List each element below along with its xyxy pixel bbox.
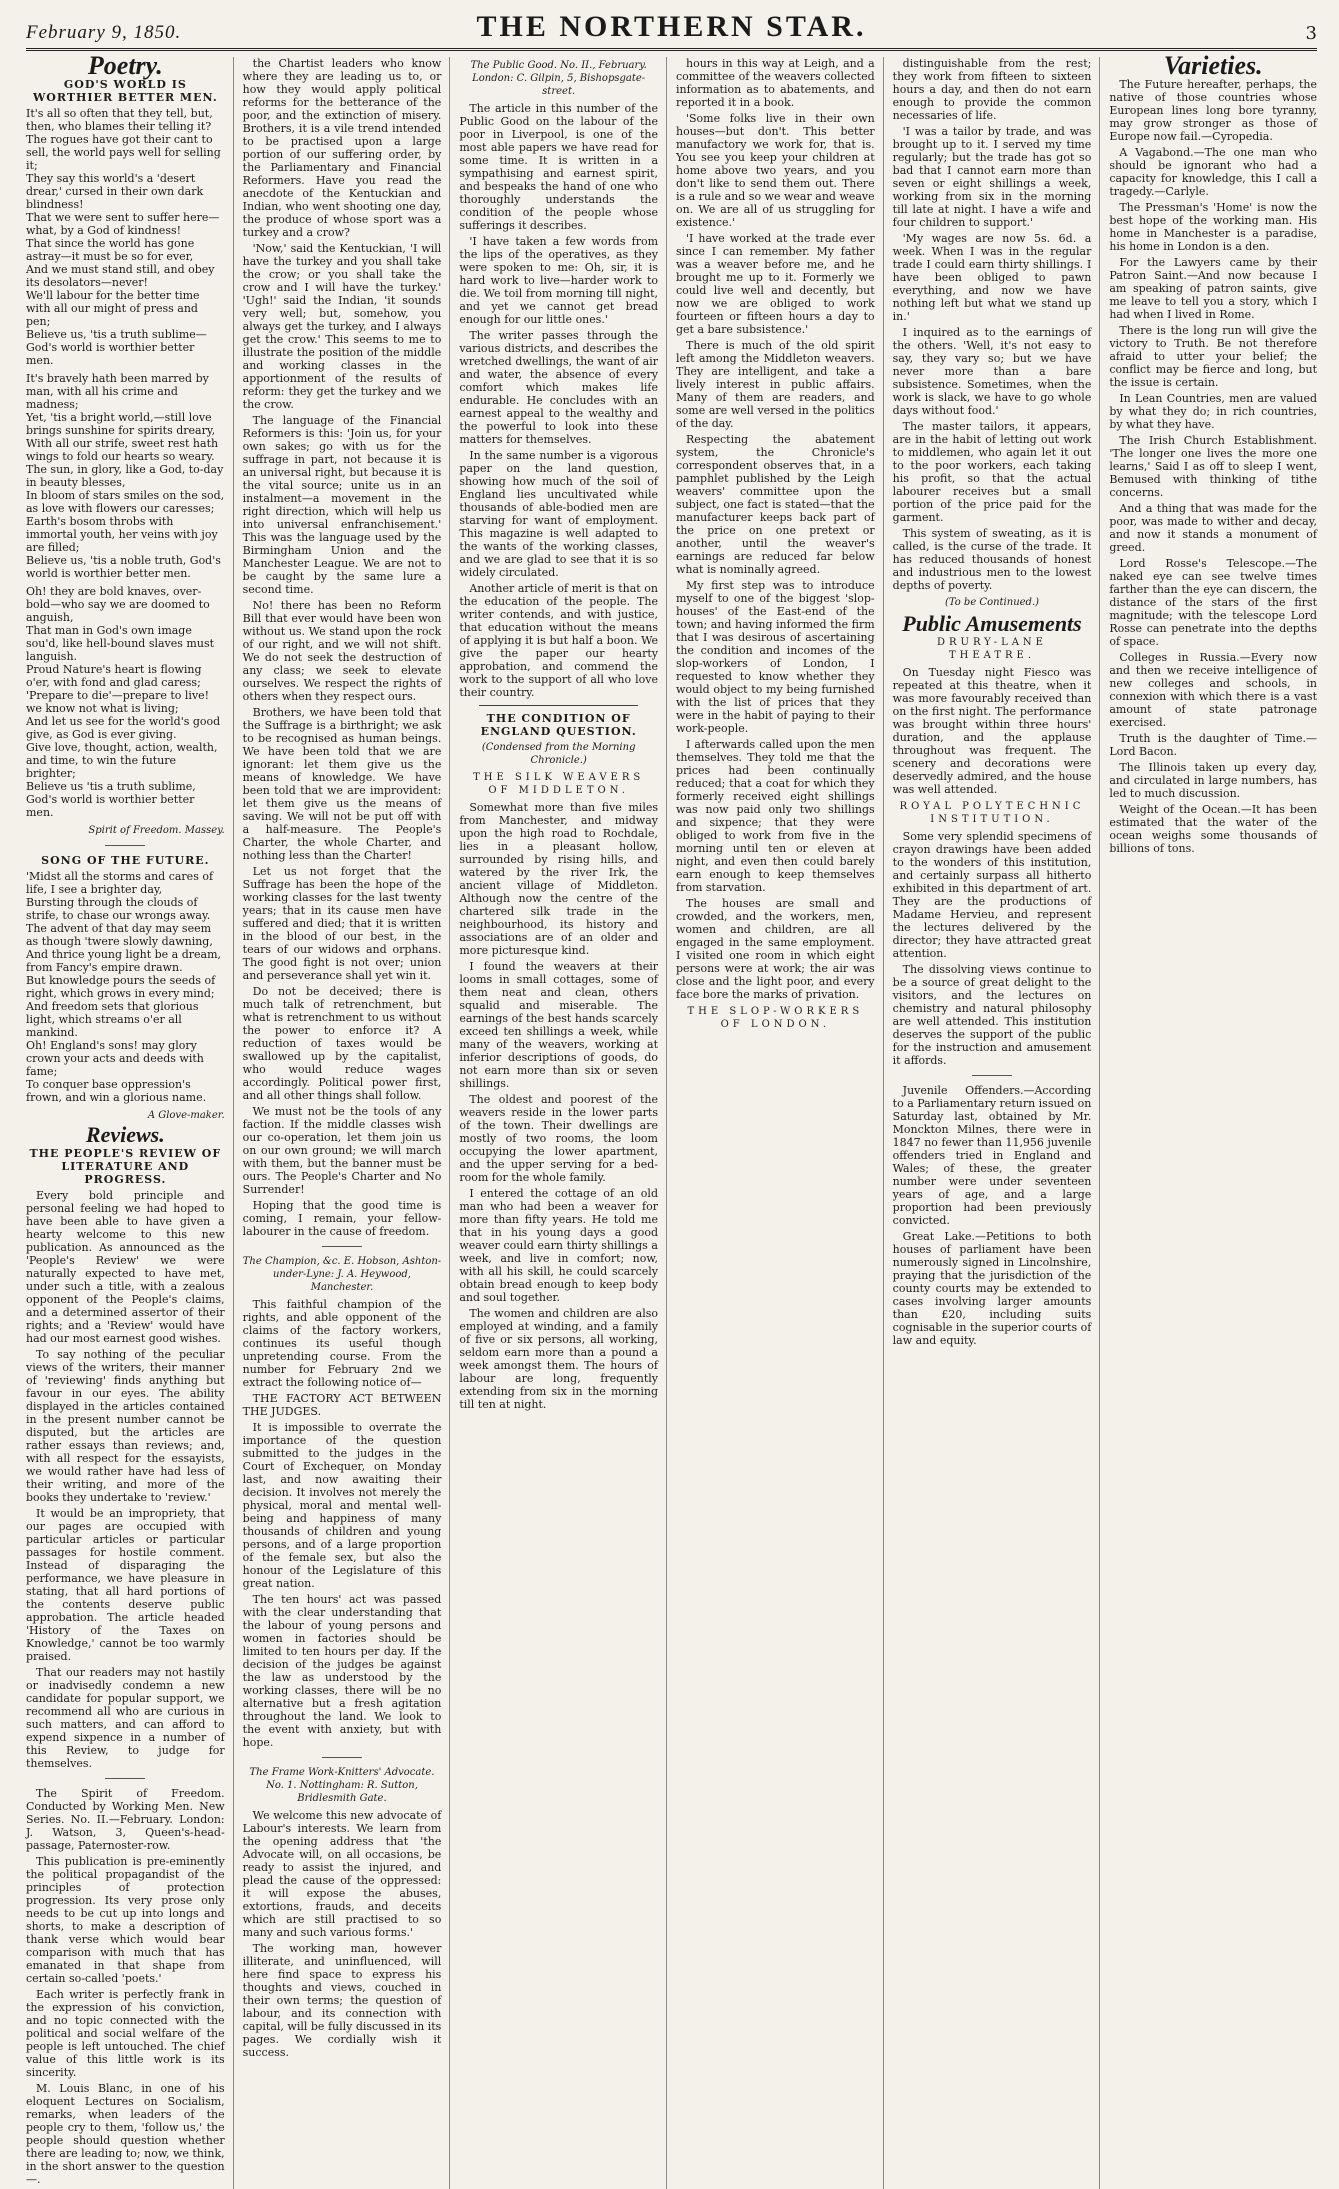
paragraph: This system of sweating, as it is called, is the curse of the trade. It has reduced thousands of honest and industrious men to the lowest depths of poverty. — [892, 527, 1092, 592]
paragraph: I found the weavers at their looms in small cottages, some of them neat and clean, others squalid and miserable. The earnings of the best hands scarcely exceed ten shillings a week, while many of the weavers, working at inferior descriptions of goods, do not earn more than six or seven shillings. — [459, 960, 658, 1090]
article-section-heading: DRURY-LANE THEATRE. — [936, 637, 1047, 661]
paragraph: But knowledge pours the seeds of right, which grows in every mind; — [26, 974, 216, 1000]
poem-stanza — [26, 372, 225, 580]
paragraph: And thrice young light be a dream, from Fancy's empire drawn. — [26, 948, 222, 974]
paragraph: The article in this number of the Public Good on the labour of the poor in Liverpool, is one of the most able papers we have read for some time. It is written in a sympathising and earnest spirit, and bespeaks the hand of one who thoroughly understands the condition of the people whose sufferings it describes. — [459, 102, 658, 232]
paragraph: 'I was a tailor by trade, and was brought up to it. I served my time regularly; but the trade has got so bad that I cannot earn more than seven or eight shillings a week, working from six in the morning till late at night. I have a wife and four children to support.' — [892, 125, 1092, 229]
paragraph: 'Some folks live in their own houses—but don't. This better manufactory we work for, that is. You see you keep your children at home above two years, and you don't like to send them out. There is a rule and so we wear and weave on. We are all of us struggling for existence.' — [676, 112, 875, 229]
article-section-heading: ROYAL POLYTECHNIC INSTITUTION. — [899, 801, 1085, 825]
article-body — [893, 57, 1092, 592]
article-body — [1109, 78, 1317, 855]
paragraph: Truth is the daughter of Time.—Lord Bacon. — [1109, 732, 1317, 758]
paragraph: And let us see for the world's good give, as God is ever giving. — [26, 715, 221, 741]
paragraph: It is impossible to overrate the importance of the question submitted to the judges in the Court of Exchequer, on Monday last, and now awaiting their decision. It involves not merely the physical, moral and mental well-being and happiness of many thousands of children and young persons, and of a large proportion of the female sex, but also the honour of the Legislature of this great nation. — [242, 1421, 442, 1590]
columns — [26, 51, 1317, 2186]
section-poetry-heading: Poetry. — [87, 51, 163, 80]
paragraph: Yet, 'tis a bright world,—still love brings sunshine for spirits dreary, — [26, 411, 216, 437]
column-1 — [26, 51, 234, 2189]
paragraph: M. Louis Blanc, in one of his eloquent Lectures on Socialism, remarks, when leaders of the people cry to them, 'follow us,' the people should question whether there are leading to; now, we think, in the short answer to the question—. — [26, 2082, 225, 2186]
paragraph: That man in God's own image sou'd, like hell-bound slaves must languish. — [26, 624, 215, 663]
issue-date: February 9, 1850. — [26, 22, 182, 43]
column-6 — [1109, 51, 1317, 2189]
article-subtitle: (Condensed from the Morning Chronicle.) — [481, 742, 636, 766]
paragraph: Every bold principle and personal feeling we had hoped to have been able to have given a hearty welcome to this new publication. As announced as the 'People's Review' we were naturally expected to have met, under such a title, with a zealous opponent of the People's claims, and a determined assertor of their rights; and a 'Review' would have had our most earnest good wishes. — [26, 1189, 225, 1345]
paragraph: The working man, however illiterate, and uninfluenced, will here find space to express his thoughts and views, couched in their own terms; the question of labour, and its connection with capital, will be fully discussed in its pages. We cordially wish it success. — [242, 1942, 442, 2059]
paragraph: Do not be deceived; there is much talk of retrenchment, but what is retrenchment to us without the power to enforce it? A reduction of taxes would be swallowed up by the capitalist, who would reduce wages accordingly. Political power first, and all other things shall follow. — [242, 985, 442, 1102]
paragraph: This faithful champion of the rights, and able opponent of the claims of the factory workers, continues its useful though unpretending course. From the number for February 2nd we extract the following notice of— — [242, 1298, 442, 1389]
page-number: 3 — [1305, 23, 1317, 44]
paragraph: 'Prepare to die'—prepare to live! we know not what is living; — [26, 689, 210, 715]
paragraph: The master tailors, it appears, are in the habit of letting out work to middlemen, who again let it out to the poor workers, each taking his profit, so that the actual labourer receives but a small portion of the price paid for the garment. — [892, 420, 1092, 524]
paragraph: Believe us 'tis a truth sublime, God's world is worthier better men. — [26, 780, 196, 819]
paragraph: The oldest and poorest of the weavers reside in the lower parts of the town. Their dwellings are mostly of two rooms, the loom occupying the lower apartment, and the upper serving for a bed-room for the whole family. — [459, 1093, 658, 1184]
poem-stanza — [26, 585, 225, 819]
paragraph: Another article of merit is that on the education of the people. The writer contends, and with justice, that education without the means of applying it is but half a boon. We give the paper our hearty approbation, and commend the work to the support of all who love their country. — [459, 582, 658, 699]
section-amusements-heading: Public Amusements — [902, 611, 1082, 636]
article-body — [243, 1809, 442, 2059]
paragraph: The Illinois taken up every day, and circulated in large numbers, has led to much discussion. — [1109, 761, 1317, 800]
paragraph: In Lean Countries, men are valued by what they do; in rich countries, by what they have. — [1109, 392, 1317, 431]
article-body — [893, 830, 1092, 1067]
paragraph: And we must stand still, and obey its desolators—never! — [26, 263, 215, 289]
paragraph: The ten hours' act was passed with the clear understanding that the labour of young persons and women in factories should be limited to ten hours per day. If the decision of the judges be against the law as understood by the working classes, there will be no alternative but a fresh agitation throughout the land. We look to the event with anxiety, but with hope. — [242, 1593, 442, 1749]
paragraph: 'Now,' said the Kentuckian, 'I will have the turkey and you shall take the crow; or you shall take the crow and I will have the turkey.' 'Ugh!' said the Indian, 'it sounds very well; but, somehow, you always get the turkey, and I always get the crow.' This seems to me to illustrate the position of the middle and working classes in the apportionment of the results of reform: they get the turkey and we the crow. — [242, 242, 442, 411]
paragraph: Juvenile Offenders.—According to a Parliamentary return issued on Saturday last, obtained by Mr. Monckton Milnes, there were in 1847 no fewer than 11,956 juvenile offenders tried in England and Wales; of these, the greater number were under seventeen years of age, and a large proportion had been previously convicted. — [892, 1084, 1092, 1227]
paragraph: hours in this way at Leigh, and a committee of the weavers collected information as to abatements, and reported it in a book. — [676, 57, 875, 109]
paragraph: They say this world's a 'desert drear,' cursed in their own dark blindness! — [26, 172, 204, 211]
poem-title: GOD'S WORLD IS WORTHIER BETTER MEN. — [32, 78, 218, 104]
section-reviews-heading: Reviews. — [85, 1122, 165, 1147]
paragraph: Earth's bosom throbs with immortal youth, her veins with joy are filled; — [26, 515, 218, 554]
divider — [105, 845, 145, 846]
paragraph: Bursting through the clouds of strife, to chase our wrongs away. — [26, 896, 211, 922]
column-5 — [893, 57, 1101, 2189]
poem-signature: Spirit of Freedom. Massey. — [88, 825, 225, 836]
paragraph: And a thing that was made for the poor, was made to wither and decay, and now it stands a monument of greed. — [1109, 502, 1317, 554]
paragraph: That we were sent to suffer here—what, by a God of kindness! — [26, 211, 220, 237]
paragraph: It's bravely hath been marred by man, with all his crime and madness; — [26, 372, 209, 411]
article-title: The Public Good. No. II., February. London: C. Gilpin, 5, Bishopsgate-street. — [470, 60, 647, 97]
paragraph: On Tuesday night Fiesco was repeated at this theatre, when it was more favourably received than on the first night. The performance was brought within three hours' duration, and the applause throughout was frequent. The scenery and decorations were deservedly admired, and the house was well attended. — [892, 666, 1092, 796]
article-title: THE CONDITION OF ENGLAND QUESTION. — [480, 712, 637, 738]
paragraph: With all our strife, sweet rest hath wings to fold our hearts so weary. — [26, 437, 219, 463]
paragraph: It would be an impropriety, that our pages are occupied with particular articles or particular passages for hostile comment. Instead of disparaging the performance, we have pleasure in stating, that all hard portions of the contents deserve public approbation. The article headed 'History of the Taxes on Knowledge,' cannot be too warmly praised. — [26, 1507, 225, 1663]
paragraph: The rogues have got their cant to sell, the world pays well for selling it; — [26, 133, 221, 172]
article-body — [243, 57, 442, 1238]
divider — [105, 1778, 145, 1779]
paragraph: We must not be the tools of any faction. If the middle classes wish our co-operation, let them join us on our own ground; we will march with them, but the banner must be ours. The People's Charter and No Surrender! — [242, 1105, 442, 1196]
paragraph: To conquer base oppression's frown, and win a glorious name. — [26, 1078, 207, 1104]
section-varieties-heading: Varieties. — [1163, 51, 1263, 80]
poem-stanza — [26, 870, 225, 1104]
paragraph: Colleges in Russia.—Every now and then we receive intelligence of new colleges and schools, in connexion with which there is a vast amount of state patronage exercised. — [1109, 651, 1317, 729]
paragraph: To say nothing of the peculiar views of the writers, their manner of 'reviewing' finds anything but favour in our eyes. The ability displayed in the articles contained in the present number cannot be disputed, but the articles are rather essays than reviews; and, with all respect for the essayists, we would rather have had less of their writing, and more of the books they undertake to 'review.' — [26, 1348, 225, 1504]
paragraph: 'Midst all the storms and cares of life, I see a brighter day, — [26, 870, 214, 896]
paragraph: The women and children are also employed at winding, and a family of five or six persons, all working, seldom earn more than a pound a week amongst them. The hours of labour are long, frequently extending from six in the morning till ten at night. — [459, 1307, 658, 1411]
paragraph: That since the world has gone astray—it must be so for ever, — [26, 237, 195, 263]
paragraph: Oh! they are bold knaves, over-bold—who say we are doomed to anguish, — [26, 585, 210, 624]
paragraph: distinguishable from the rest; they work from fifteen to sixteen hours a day, and then do not earn enough to provide the common necessaries of life. — [892, 57, 1092, 122]
article-section-heading: THE SILK WEAVERS OF MIDDLETON. — [473, 772, 645, 796]
article-title: The Champion, &c. E. Hobson, Ashton-under-Lyne: J. A. Heywood, Manchester. — [242, 1256, 442, 1293]
article-body — [893, 1084, 1092, 1347]
paragraph: In the same number is a vigorous paper on the land question, showing how much of the soil of England lies uncultivated while thousands of able-bodied men are starving for want of employment. This magazine is well adapted to the wants of the working classes, and we are glad to see that it is so widely circulated. — [459, 449, 658, 579]
paragraph: Proud Nature's heart is flowing o'er, with fond and glad caress; — [26, 663, 202, 689]
paragraph: 'I have worked at the trade ever since I can remember. My father was a weaver before me, and he brought me up to it. Formerly we could live well and decently, but now we are obliged to work fourteen or fifteen hours a day to get a bare subsistence.' — [676, 232, 875, 336]
article-title: The Frame Work-Knitters' Advocate. No. 1. Nottingham: R. Sutton, Bridlesmith Gate. — [249, 1767, 435, 1804]
paragraph: The writer passes through the various districts, and describes the wretched dwellings, the want of air and water, the absence of every comfort which makes life endurable. He concludes with an earnest appeal to the wealthy and the powerful to look into these matters for themselves. — [459, 329, 658, 446]
paragraph: Great Lake.—Petitions to both houses of parliament have been numerously signed in Lincolnshire, praying that the jurisdiction of the county courts may be extended to cases involving larger amounts than £20, including suits cognisable in the superior courts of law and equity. — [892, 1230, 1092, 1347]
divider — [322, 1246, 362, 1247]
paragraph: There is much of the old spirit left among the Middleton weavers. They are intelligent, and take a lively interest in public affairs. Many of them are readers, and some are well versed in the politics of the day. — [676, 339, 875, 430]
paragraph: Believe us, 'tis a noble truth, God's world is worthier better men. — [26, 554, 221, 580]
paragraph: The Irish Church Establishment. 'The longer one lives the more one learns,' Said I as off to sleep I went, Bemused with thinking of tithe concerns. — [1109, 434, 1317, 499]
poem-title: SONG OF THE FUTURE. — [41, 854, 210, 867]
paragraph: Let us not forget that the Suffrage has been the hope of the working classes for the last twenty years; that in its cause men have suffered and died; that it is written in the blood of our best, in the tears of our widows and orphans. The good fight is not over; union and perseverance shall yet win it. — [242, 865, 442, 982]
paragraph: There is the long run will give the victory to Truth. Be not therefore afraid to utter your belief; the conflict may be fierce and long, but the issue is certain. — [1109, 324, 1317, 389]
to-be-continued: (To be Continued.) — [944, 597, 1040, 608]
paragraph: Hoping that the good time is coming, I remain, your fellow-labourer in the cause of freedom. — [242, 1199, 442, 1238]
paragraph: It's all so often that they tell, but, then, who blames their telling it? — [26, 107, 213, 133]
paragraph: In bloom of stars smiles on the sod, as love with flowers our caresses; — [26, 489, 225, 515]
paragraph: No! there has been no Reform Bill that ever would have been won without us. We stand upon the rock of our right, and we will not shift. We do not seek the destruction of any class; we seek to elevate ourselves. We respect the rights of others when they respect ours. — [242, 599, 442, 703]
paragraph: I entered the cottage of an old man who had been a weaver for more than fifty years. He told me that in his young days a good weaver could earn thirty shillings a week, and live in comfort; now, with all his skill, he could scarcely obtain bread enough to keep body and soul together. — [459, 1187, 658, 1304]
paragraph: Weight of the Ocean.—It has been estimated that the water of the ocean weighs some thousands of billions of tons. — [1109, 803, 1317, 855]
paragraph: That our readers may not hastily or inadvisedly condemn a new candidate for popular support, we recommend all who are curious in such matters, and can afford to expend sixpence in a number of this Review, to judge for themselves. — [26, 1666, 225, 1770]
paragraph: Lord Rosse's Telescope.—The naked eye can see twelve times farther than the eye can discern, the distance of the stars of the first magnitude; with the telescope Lord Rosse can penetrate into the depths of space. — [1109, 557, 1317, 648]
paragraph: The dissolving views continue to be a source of great delight to the visitors, and the lectures on chemistry and natural philosophy are well attended. This institution deserves the support of the public for the instruction and amusement it affords. — [892, 963, 1092, 1067]
paragraph: A Vagabond.—The one man who should be ignorant who had a capacity for knowledge, this I call a tragedy.—Carlyle. — [1109, 146, 1317, 198]
paragraph: Brothers, we have been told that the Suffrage is a birthright; we ask to be recognised as human beings. We have been told that we are ignorant: let them give us the means of knowledge. We have been told that we are improvident: let them give us the means of saving. We will not be put off with a half-measure. The People's Charter, the whole Charter, and nothing less than the Charter! — [242, 706, 442, 862]
paragraph: I inquired as to the earnings of the others. 'Well, it's not easy to say, they vary so; but we have never more than a bare subsistence. Sometimes, when the work is slack, we have to go whole days without food.' — [892, 326, 1092, 417]
article-section-heading: THE SLOP-WORKERS OF LONDON. — [687, 1006, 864, 1030]
article-body — [26, 1189, 225, 1770]
paragraph: the Chartist leaders who know where they are leading us to, or how they would apply political reforms for the betterance of the poor, and the extinction of misery. Brothers, it is a vile trend intended to be practised upon a large portion of our suffering order, by the Parliamentary and Financial Reformers. Have you read the anecdote of the Kentuckian and Indian, who went shooting one day, the produce of whose sport was a turkey and a crow? — [242, 57, 442, 239]
paragraph: I afterwards called upon the men themselves. They told me that the prices had been continually reduced; that a coat for which they formerly received eight shillings was now paid only two shillings and sixpence; that they were obliged to work from five in the morning until ten or eleven at night, and even then could barely earn enough to keep themselves from starvation. — [676, 738, 875, 894]
article-body — [26, 1787, 225, 2186]
paragraph: We'll labour for the better time with all our might of press and pen; — [26, 289, 200, 328]
paragraph: Respecting the abatement system, the Chronicle's correspondent observes that, in a pamphlet published by the Leigh weavers' committee upon the subject, one fact is stated—that the manufacturer keeps back part of the price on one pretext or another, until the weaver's earnings are reduced far below what is nominally agreed. — [676, 433, 875, 576]
paragraph: Give love, thought, action, wealth, and time, to win the future brighter; — [26, 741, 218, 780]
divider — [322, 1757, 362, 1758]
paragraph: The Future hereafter, perhaps, the native of those countries whose European lines long bore tyranny, may grow stronger as those of Europe now fail.—Cyropedia. — [1109, 78, 1317, 143]
poem-signature: A Glove-maker. — [147, 1110, 225, 1121]
paragraph: 'My wages are now 5s. 6d. a week. When I was in the regular trade I could earn thirty shillings. I have been obliged to pawn everything, and now we have nothing left but what we stand up in.' — [892, 232, 1092, 323]
paragraph: Believe us, 'tis a truth sublime—God's world is worthier better men. — [26, 328, 207, 367]
paragraph: The Pressman's 'Home' is now the best hope of the working man. His home in Manchester is a paradise, his home in London is a den. — [1109, 201, 1317, 253]
paragraph: And freedom sets that glorious light, which streams o'er all mankind. — [26, 1000, 199, 1039]
column-3 — [459, 57, 667, 2189]
paragraph: The language of the Financial Reformers is this: 'Join us, for your own sakes; go with us for the suffrage in part, not because it is an universal right, but because it is the vital source; unite us in an instalment—a movement in the right direction, which will help us into universal enfranchisement.' This was the language used by the Birmingham Union and the Manchester League. We are not to be caught by the same lure a second time. — [242, 414, 442, 596]
paragraph: The Spirit of Freedom. Conducted by Working Men. New Series. No. II.—February. London: J. Watson, 3, Queen's-head-passage, Paternoster-row. — [26, 1787, 225, 1852]
poem-stanza — [26, 107, 225, 367]
column-2 — [243, 57, 451, 2189]
paragraph: My first step was to introduce myself to one of the biggest 'slop-houses' of the East-end of the town; and having informed the firm that I was desirous of ascertaining the condition and incomes of the slop-workers of London, I requested to know whether they would object to my being furnished with the list of prices that they were in the habit of paying to their work-people. — [676, 579, 875, 735]
article-body — [459, 102, 658, 699]
paragraph: This publication is pre-eminently the political propagandist of the principles of protection progression. Its very prose only needs to be cut up into longs and shorts, to make a description of thank verse which would bear comparison with much that has emanated in that shape from certain so-called 'poets.' — [26, 1855, 225, 1985]
article-body — [459, 801, 658, 1411]
paragraph: 'I have taken a few words from the lips of the operatives, as they were spoken to me: Oh, sir, it is hard work to live—harder work to die. We toil from morning till night, and yet we cannot get bread enough for our little ones.' — [459, 235, 658, 326]
paragraph: Each writer is perfectly frank in the expression of his conviction, and no topic connected with the political and social welfare of the people is left untouched. The chief value of this little work is its sincerity. — [26, 1988, 225, 2079]
paragraph: THE FACTORY ACT BETWEEN THE JUDGES. — [242, 1392, 442, 1418]
article-body — [243, 1298, 442, 1749]
paragraph: We welcome this new advocate of Labour's interests. We learn from the opening address that 'the Advocate will, on all occasions, be ready to assist the injured, and plead the cause of the oppressed: it will expose the abuses, extortions, frauds, and deceits which are still practised to so many and such various forms.' — [242, 1809, 442, 1939]
paragraph: The advent of that day may seem as though 'twere slowly dawning, — [26, 922, 213, 948]
paragraph: The houses are small and crowded, and the workers, men, women and children, are all engaged in the same employment. I visited one room in which eight persons were at work; the air was close and the light poor, and every face bore the marks of privation. — [676, 897, 875, 1001]
paragraph: The sun, in glory, like a God, to-day in beauty blesses, — [26, 463, 224, 489]
paragraph: For the Lawyers came by their Patron Saint.—And now because I am speaking of patron saints, give me leave to tell you a story, which I had when I lived in Rome. — [1109, 256, 1317, 321]
poem-song-of-future — [26, 870, 225, 1104]
article-body — [893, 666, 1092, 796]
paragraph: Somewhat more than five miles from Manchester, and midway upon the high road to Rochdale, lies in a pleasant hollow, surrounded by rising hills, and watered by the river Irk, the ancient village of Middleton. Although now the centre of the chartered silk trade in the neighbourhood, its history and associations are of an older and more picturesque kind. — [459, 801, 658, 957]
masthead — [26, 10, 1317, 51]
divider — [479, 705, 638, 706]
poem-gods-world — [26, 107, 225, 819]
divider — [972, 1075, 1012, 1076]
article-body — [676, 57, 875, 1001]
article-title: THE PEOPLE'S REVIEW OF LITERATURE AND PROGRESS. — [29, 1147, 222, 1186]
newspaper-title: THE NORTHERN STAR. — [476, 10, 867, 43]
paragraph: Some very splendid specimens of crayon drawings have been added to the wonders of this institution, and certainly surpass all hitherto exhibited in this department of art. They are the productions of Madame Hervieu, and represent the lectures delivered by the director; they have attracted great attention. — [892, 830, 1092, 960]
paragraph: Oh! England's sons! may glory crown your acts and deeds with fame; — [26, 1039, 204, 1078]
column-4 — [676, 57, 884, 2189]
